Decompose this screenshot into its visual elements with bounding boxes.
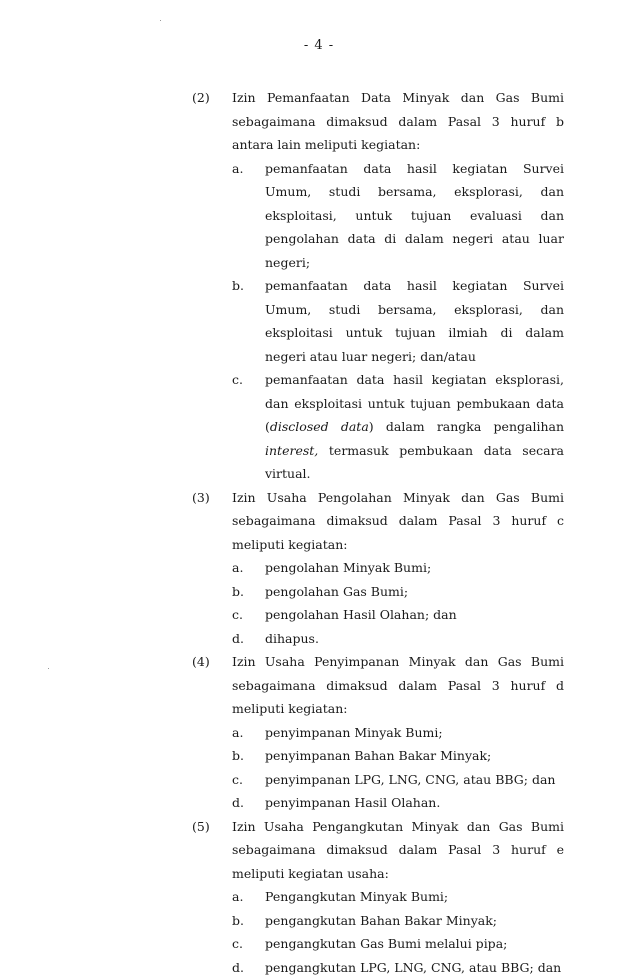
clause-number: (4) bbox=[192, 650, 210, 674]
clause-number: (3) bbox=[192, 486, 210, 510]
point-label: a. bbox=[232, 885, 243, 909]
page-number: - 4 - bbox=[0, 38, 638, 53]
clause-2-point-b bbox=[232, 274, 564, 368]
point-text bbox=[265, 368, 564, 486]
point-label: b. bbox=[232, 744, 244, 768]
point-label: b. bbox=[232, 580, 244, 604]
point-label: a. bbox=[232, 556, 243, 580]
point-text: penyimpanan Hasil Olahan. bbox=[265, 791, 564, 815]
point-text-part: ) dalam rangka pengalihan bbox=[369, 419, 564, 434]
clause-2-point-a bbox=[232, 157, 564, 275]
clause-number: (2) bbox=[192, 86, 210, 110]
point-text: pengolahan Minyak Bumi; bbox=[265, 556, 564, 580]
point-text: pemanfaatan data hasil kegiatan Survei Umum, studi bersama, eksplorasi, dan eksploitasi, untuk tujuan evaluasi dan pengolahan data di dalam negeri atau luar negeri; bbox=[265, 157, 564, 275]
clause-5-point-a bbox=[232, 885, 564, 909]
point-text-part: termasuk pembukaan data secara virtual. bbox=[265, 443, 564, 482]
scan-speck bbox=[48, 668, 49, 669]
clause-4-point-b bbox=[232, 744, 564, 768]
point-label: b. bbox=[232, 274, 244, 298]
point-label: a. bbox=[232, 157, 243, 181]
clause-2 bbox=[192, 86, 564, 486]
point-label: b. bbox=[232, 909, 244, 933]
point-label: a. bbox=[232, 721, 243, 745]
clause-3 bbox=[192, 486, 564, 651]
point-text: dihapus. bbox=[265, 627, 564, 651]
clause-5-point-b bbox=[232, 909, 564, 933]
point-text: pengangkutan Gas Bumi melalui pipa; bbox=[265, 932, 564, 956]
clause-text: Izin Usaha Penyimpanan Minyak dan Gas Bumi sebagaimana dimaksud dalam Pasal 3 huruf d meliputi kegiatan: bbox=[232, 650, 564, 721]
document-body bbox=[192, 86, 564, 979]
clause-4 bbox=[192, 650, 564, 815]
point-text: penyimpanan Bahan Bakar Minyak; bbox=[265, 744, 564, 768]
point-text-part: pemanfaatan data hasil kegiatan eksplorasi, dan eksploitasi untuk tujuan pembukaan data ( bbox=[265, 372, 564, 434]
clause-5-point-c bbox=[232, 932, 564, 956]
point-text: Pengangkutan Minyak Bumi; bbox=[265, 885, 564, 909]
point-text: pengolahan Gas Bumi; bbox=[265, 580, 564, 604]
clause-4-point-d bbox=[232, 791, 564, 815]
clause-text: Izin Usaha Pengangkutan Minyak dan Gas Bumi sebagaimana dimaksud dalam Pasal 3 huruf e meliputi kegiatan usaha: bbox=[232, 815, 564, 886]
clause-3-point-b bbox=[232, 580, 564, 604]
clause-3-point-c bbox=[232, 603, 564, 627]
point-text: pengangkutan LPG, LNG, CNG, atau BBG; dan bbox=[265, 956, 564, 979]
point-label: d. bbox=[232, 791, 244, 815]
point-label: c. bbox=[232, 603, 243, 627]
point-label: c. bbox=[232, 368, 243, 392]
point-label: d. bbox=[232, 956, 244, 979]
clause-3-point-d bbox=[232, 627, 564, 651]
clause-4-point-a bbox=[232, 721, 564, 745]
point-text: pemanfaatan data hasil kegiatan Survei Umum, studi bersama, eksplorasi, dan eksploitasi untuk tujuan ilmiah di dalam negeri atau luar negeri; dan/atau bbox=[265, 274, 564, 368]
point-text-italic: interest, bbox=[265, 443, 318, 458]
clause-text: Izin Usaha Pengolahan Minyak dan Gas Bumi sebagaimana dimaksud dalam Pasal 3 huruf c meliputi kegiatan: bbox=[232, 486, 564, 557]
point-label: c. bbox=[232, 768, 243, 792]
point-text: pengangkutan Bahan Bakar Minyak; bbox=[265, 909, 564, 933]
point-label: d. bbox=[232, 627, 244, 651]
point-text: pengolahan Hasil Olahan; dan bbox=[265, 603, 564, 627]
clause-3-point-a bbox=[232, 556, 564, 580]
clause-5 bbox=[192, 815, 564, 979]
point-text: penyimpanan Minyak Bumi; bbox=[265, 721, 564, 745]
clause-number: (5) bbox=[192, 815, 210, 839]
clause-4-point-c bbox=[232, 768, 564, 792]
point-text: penyimpanan LPG, LNG, CNG, atau BBG; dan bbox=[265, 768, 564, 792]
scan-speck bbox=[160, 20, 161, 21]
point-text-italic: disclosed data bbox=[270, 419, 369, 434]
point-label: c. bbox=[232, 932, 243, 956]
clause-5-point-d bbox=[232, 956, 564, 979]
clause-text: Izin Pemanfaatan Data Minyak dan Gas Bumi sebagaimana dimaksud dalam Pasal 3 huruf b antara lain meliputi kegiatan: bbox=[232, 86, 564, 157]
clause-2-point-c bbox=[232, 368, 564, 486]
